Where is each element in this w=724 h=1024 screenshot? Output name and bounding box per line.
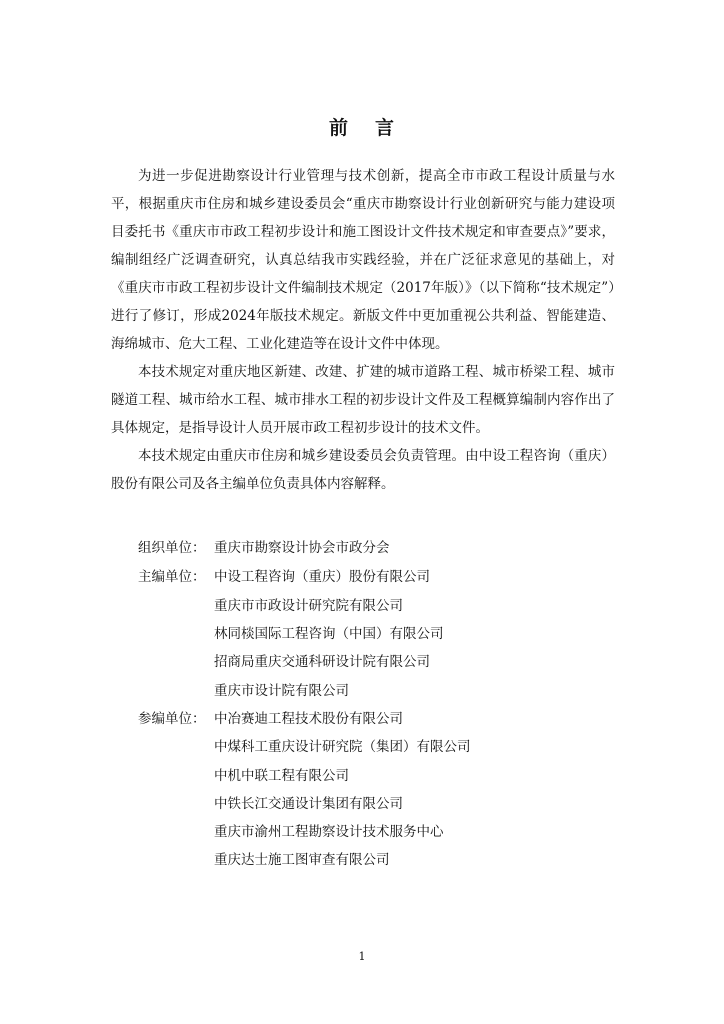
participant-name: 重庆达士施工图审查有限公司 <box>214 852 390 868</box>
participant-name: 中煤科工重庆设计研究院（集团）有限公司 <box>214 739 471 755</box>
participant-name: 中机中联工程有限公司 <box>214 768 349 784</box>
chief-editor-name: 重庆市市政设计研究院有限公司 <box>214 598 403 614</box>
page-number: 1 <box>358 950 366 963</box>
organizer-line <box>138 534 390 562</box>
page-title <box>0 113 724 140</box>
participants-label: 参编单位： <box>138 711 206 727</box>
organizer-name: 重庆市勘察设计协会市政分会 <box>214 540 390 556</box>
chief-editors-line <box>138 563 430 591</box>
paragraph-1: 为进一步促进勘察设计行业管理与技术创新，提高全市市政工程设计质量与水平，根据重庆市住房和城乡建设委员会“重庆市勘察设计行业创新研究与能力建设项目委托书《重庆市市政工程初步设计和施工图设计文件技术规定和审查要点》”要求，编制组经广泛调查研究，认真总结我市实践经验，并在广泛征求意见的基础上，对《重庆市市政工程初步设计文件编制技术规定（2017年版）》（以下简称“技术规定”）进行了修订，形成2024年版技术规定。新版文件中更加重视公共利益、智能建造、海绵城市、危大工程、工业化建造等在设计文件中体现。 <box>111 168 615 352</box>
chief-editor-name: 林同棪国际工程咨询（中国）有限公司 <box>214 626 444 642</box>
chief-editor-name: 招商局重庆交通科研设计院有限公司 <box>214 654 430 670</box>
participant-name: 重庆市渝州工程勘察设计技术服务中心 <box>214 824 444 840</box>
participant-name: 中冶赛迪工程技术股份有限公司 <box>214 711 403 727</box>
paragraph-3: 本技术规定由重庆市住房和城乡建设委员会负责管理。由中设工程咨询（重庆）股份有限公司及各主编单位负责具体内容解释。 <box>111 448 615 492</box>
participant-name: 中铁长江交通设计集团有限公司 <box>214 796 403 812</box>
chief-editor-name: 中设工程咨询（重庆）股份有限公司 <box>214 569 430 585</box>
organizer-label: 组织单位： <box>138 540 206 556</box>
preface-body <box>111 162 615 498</box>
paragraph-2: 本技术规定对重庆地区新建、改建、扩建的城市道路工程、城市桥梁工程、城市隧道工程、城市给水工程、城市排水工程的初步设计文件及工程概算编制内容作出了具体规定，是指导设计人员开展市政工程初步设计的技术文件。 <box>111 364 615 436</box>
title-char-2: 言 <box>375 117 396 139</box>
chief-editors-label: 主编单位： <box>138 569 206 585</box>
chief-editor-name: 重庆市设计院有限公司 <box>214 683 349 699</box>
participants-line <box>138 705 403 733</box>
title-char-1: 前 <box>328 117 349 139</box>
